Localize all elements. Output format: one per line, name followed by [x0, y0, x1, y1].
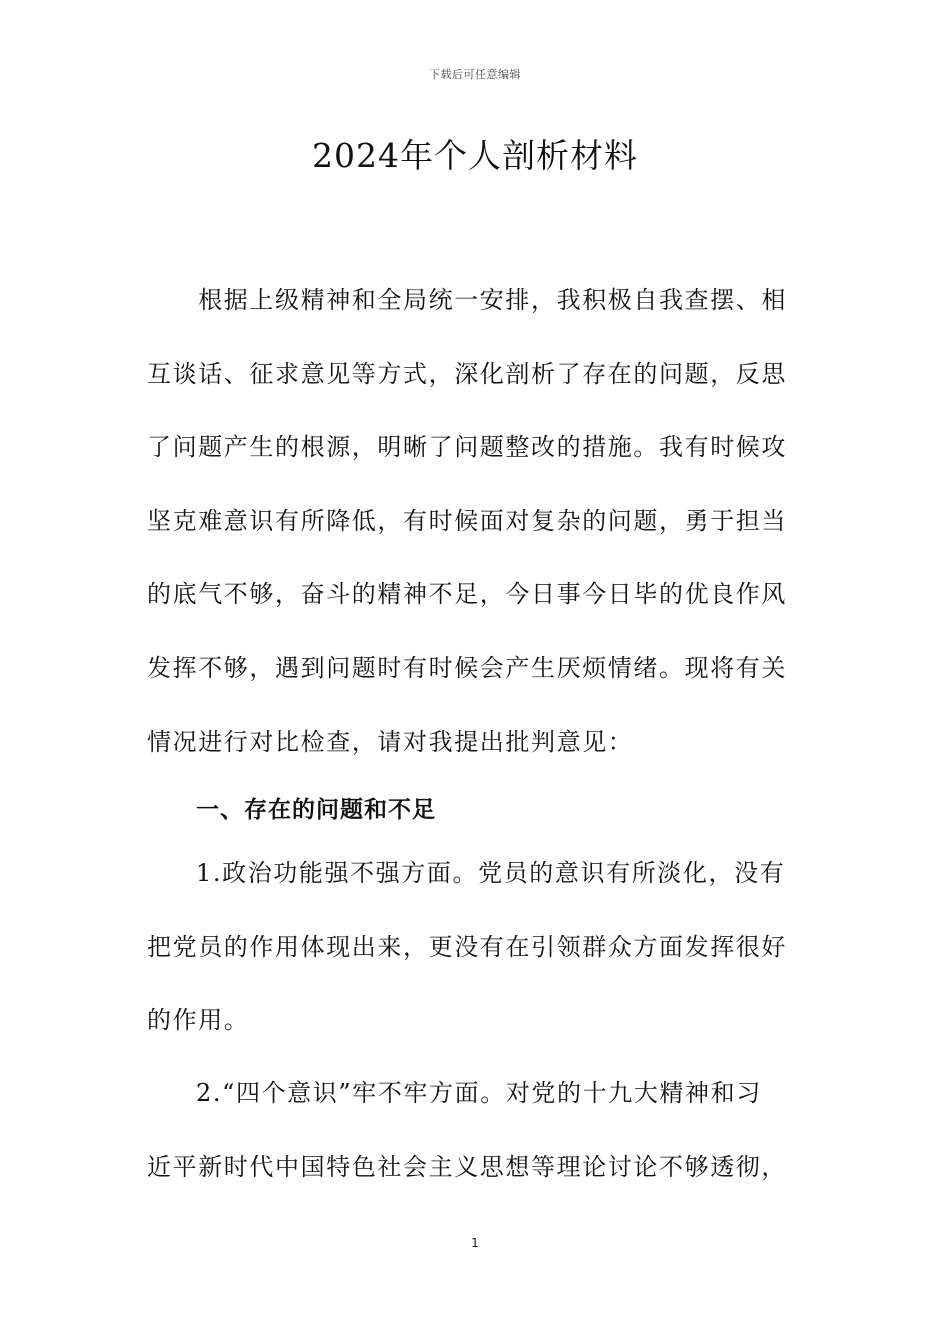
- paragraph-line: 互谈话、征求意见等方式，深化剖析了存在的问题，反思: [147, 360, 787, 388]
- paragraph-line: 把党员的作用体现出来，更没有在引领群众方面发挥很好: [147, 933, 787, 961]
- paragraph-line: 的底气不够，奋斗的精神不足，今日事今日毕的优良作风: [147, 580, 787, 608]
- paragraph-line: 坚克难意识有所降低，有时候面对复杂的问题，勇于担当: [147, 507, 787, 535]
- document-title: 2024年个人剖析材料: [312, 136, 638, 175]
- paragraph-line: 1.政治功能强不强方面。党员的意识有所淡化，没有: [196, 859, 786, 887]
- paragraph-line: 的作用。: [147, 1006, 250, 1034]
- paragraph-line: 了问题产生的根源，明晰了问题整改的措施。我有时候攻: [147, 433, 787, 461]
- header-note: 下载后可任意编辑: [429, 68, 521, 81]
- paragraph-line: 根据上级精神和全局统一安排，我积极自我查摆、相: [147, 286, 787, 314]
- paragraph-line: 近平新时代中国特色社会主义思想等理论讨论不够透彻，: [147, 1153, 787, 1181]
- paragraph-line: 情况进行对比检查，请对我提出批判意见：: [147, 728, 634, 756]
- section-heading: 一、存在的问题和不足: [196, 797, 436, 823]
- paragraph-line: 2.“四个意识”牢不牢方面。对党的十九大精神和习: [196, 1079, 762, 1107]
- paragraph-line: 发挥不够，遇到问题时有时候会产生厌烦情绪。现将有关: [147, 654, 787, 682]
- page-number: 1: [471, 1236, 479, 1250]
